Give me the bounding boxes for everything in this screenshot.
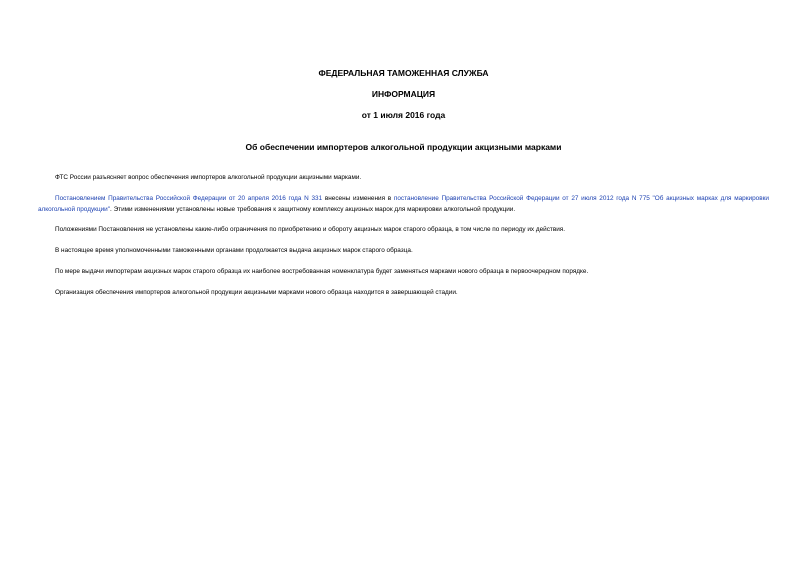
decree-331-link[interactable]: Постановлением Правительства Российской Федерации от 20 апреля 2016 года N 331: [55, 195, 323, 202]
paragraph-3: Положениями Постановления не установлены какие-либо ограничения по приобретению и обороту акцизных марок старого образца, в том числе по периоду их действия.: [55, 226, 566, 233]
paragraph-4: В настоящее время уполномоченными таможенными органами продолжается выдача акцизных марок старого образца.: [55, 247, 413, 254]
paragraph-2-text-2: . Этими изменениями установлены новые требования к защитному комплексу акцизных марок для маркировки алкогольной продукции.: [110, 206, 516, 213]
document-subject: Об обеспечении импортеров алкогольной продукции акцизными марками: [245, 142, 562, 152]
document-type: ИНФОРМАЦИЯ: [371, 89, 436, 99]
paragraph-2-text-1: внесены изменения в: [322, 195, 394, 202]
decree-775-link[interactable]: постановление Правительства Российской Федерации от 27 июля 2012 года N 775 "Об акцизных марках для маркировки алкогольной продукции": [38, 195, 769, 213]
agency-title: ФЕДЕРАЛЬНАЯ ТАМОЖЕННАЯ СЛУЖБА: [318, 68, 489, 78]
paragraph-5: По мере выдачи импортерам акцизных марок старого образца их наиболее востребованная номенклатура будет заменяться марками нового образца в первоочередном порядке.: [55, 268, 589, 275]
paragraph-1: ФТС России разъясняет вопрос обеспечения импортеров алкогольной продукции акцизными марками.: [55, 174, 362, 181]
paragraph-6: Организация обеспечения импортеров алкогольной продукции акцизными марками нового образца находится в завершающей стадии.: [55, 289, 458, 296]
paragraph-2: [38, 193, 769, 215]
document-date: от 1 июля 2016 года: [361, 110, 446, 120]
